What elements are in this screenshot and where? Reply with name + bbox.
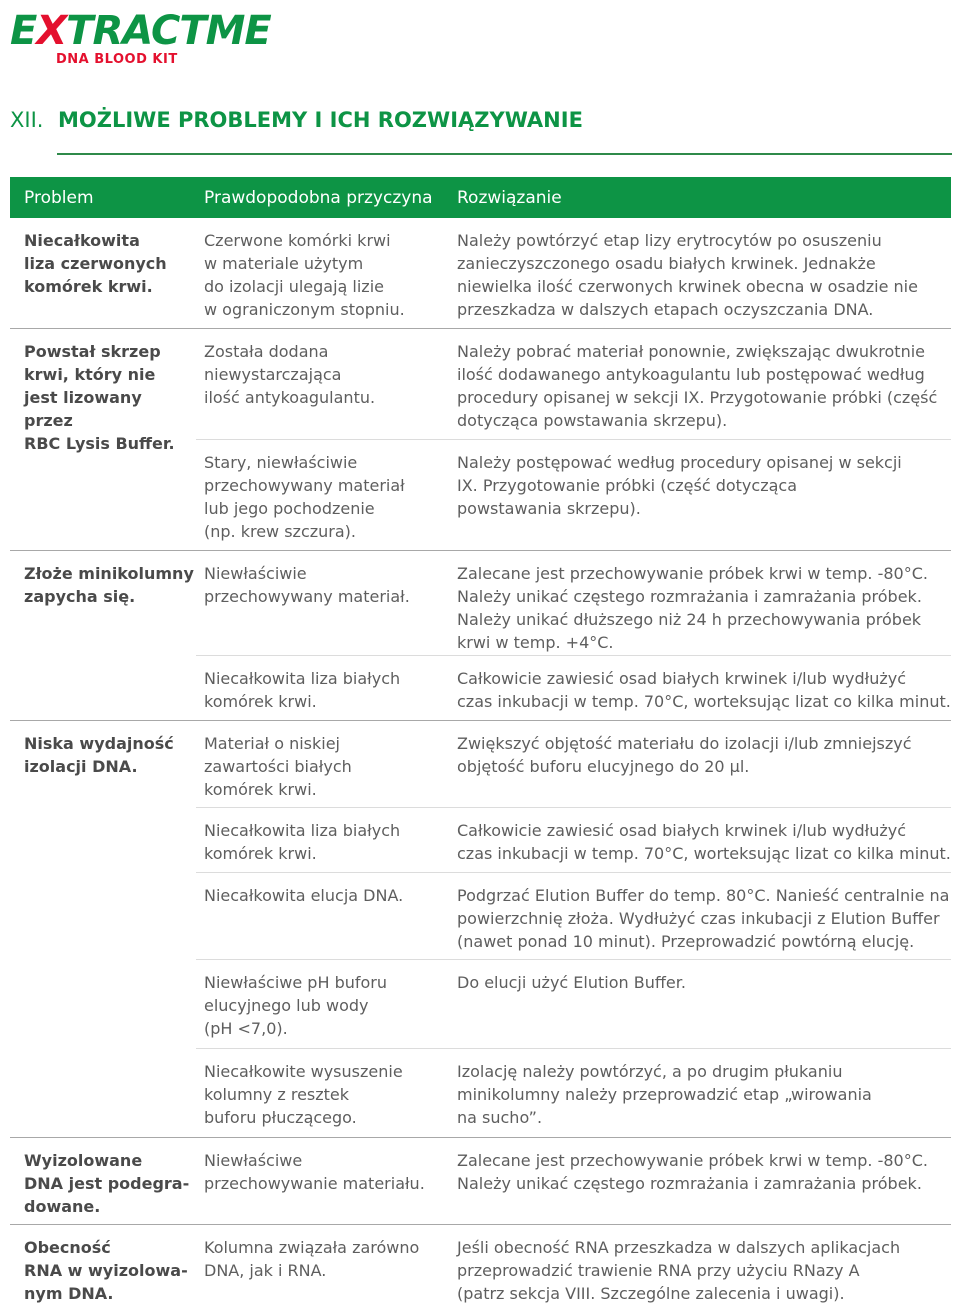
solution-cell: Całkowicie zawiesić osad białych krwinek i/lub wydłużyć czas inkubacji w temp. 70°C, worteksując lizat co kilka minut.	[457, 669, 951, 711]
table-row	[196, 551, 951, 655]
heading-divider	[57, 153, 952, 155]
problem-cell: Obecność RNA w wyizolowa- nym DNA.	[24, 1238, 188, 1303]
cause-cell: Została dodana niewystarczająca ilość antykoagulantu.	[204, 342, 376, 407]
solution-cell: Zwiększyć objętość materiału do izolacji i/lub zmniejszyć objętość buforu elucyjnego do 20 µl.	[457, 734, 912, 776]
table-row	[196, 439, 951, 550]
problem-group	[10, 551, 951, 721]
solution-cell: Podgrzać Elution Buffer do temp. 80°C. Nanieść centralnie na powierzchnię złoża. Wydłużyć czas inkubacji z Elution Buffer (nawet ponad 10 minut). Przeprowadzić powtórną elucję.	[457, 886, 950, 951]
table-row	[196, 721, 951, 807]
brand-wordmark	[10, 8, 271, 54]
table-row	[196, 1225, 951, 1313]
table-row	[196, 218, 951, 328]
problem-cell: Złoże minikolumny zapycha się.	[24, 564, 194, 606]
problem-cell: Niecałkowita liza czerwonych komórek krwi.	[24, 231, 167, 296]
cause-cell: Stary, niewłaściwie przechowywany materiał lub jego pochodzenie (np. krew szczura).	[204, 453, 405, 541]
solution-cell: Zalecane jest przechowywanie próbek krwi w temp. -80°C. Należy unikać częstego rozmrażania i zamrażania próbek.	[457, 1151, 928, 1193]
brand-subtitle: DNA BLOOD KIT	[56, 52, 178, 67]
solution-cell: Należy powtórzyć etap lizy erytrocytów po osuszeniu zanieczyszczonego osadu białych krwinek. Jednakże niewielka ilość czerwonych krwinek obecna w osadzie nie przeszkadza w dalszych etapach oczyszczania DNA.	[457, 231, 918, 319]
solution-cell: Do elucji użyć Elution Buffer.	[457, 973, 686, 992]
header-problem: Problem	[24, 188, 94, 208]
header-cause: Prawdopodobna przyczyna	[204, 188, 433, 208]
cause-cell: Niecałkowita liza białych komórek krwi.	[204, 669, 401, 711]
brand-part: TRACTME	[66, 8, 271, 54]
problem-cell: Niska wydajność izolacji DNA.	[24, 734, 174, 776]
table-body	[10, 218, 951, 1313]
cause-cell: Niecałkowita liza białych komórek krwi.	[204, 821, 401, 863]
problem-group	[10, 329, 951, 551]
solution-cell: Należy postępować według procedury opisanej w sekcji IX. Przygotowanie próbki (część dotycząca powstawania skrzepu).	[457, 453, 902, 518]
section-heading	[10, 108, 583, 132]
cause-cell: Materiał o niskiej zawartości białych komórek krwi.	[204, 734, 352, 799]
solution-cell: Zalecane jest przechowywanie próbek krwi w temp. -80°C. Należy unikać częstego rozmrażania i zamrażania próbek. Należy unikać dłuższego niż 24 h przechowywania próbek krwi w temp. +4°C.	[457, 564, 928, 652]
table-row	[196, 329, 951, 439]
solution-cell: Izolację należy powtórzyć, a po drugim płukaniu minikolumny należy przeprowadzić etap „wirowania na sucho”.	[457, 1062, 872, 1127]
problem-cell: Powstał skrzep krwi, który nie jest lizowany przez RBC Lysis Buffer.	[24, 342, 175, 453]
brand-x: X	[36, 8, 67, 54]
table-row	[196, 959, 951, 1048]
problem-cell: Wyizolowane DNA jest podegra- dowane.	[24, 1151, 190, 1216]
section-title: MOŻLIWE PROBLEMY I ICH ROZWIĄZYWANIE	[58, 108, 583, 132]
header-solution: Rozwiązanie	[457, 188, 562, 208]
table-row	[196, 872, 951, 959]
solution-cell: Całkowicie zawiesić osad białych krwinek i/lub wydłużyć czas inkubacji w temp. 70°C, worteksując lizat co kilka minut.	[457, 821, 951, 863]
cause-cell: Czerwone komórki krwi w materiale użytym do izolacji ulegają lizie w ograniczonym stopniu.	[204, 231, 405, 319]
table-header	[10, 177, 951, 218]
table-row	[196, 1138, 951, 1224]
cause-cell: Niecałkowite wysuszenie kolumny z resztek buforu płuczącego.	[204, 1062, 403, 1127]
cause-cell: Niecałkowita elucja DNA.	[204, 886, 404, 905]
cause-cell: Kolumna związała zarówno DNA, jak i RNA.	[204, 1238, 420, 1280]
problem-group	[10, 218, 951, 329]
problem-group	[10, 721, 951, 1138]
cause-cell: Niewłaściwe pH buforu elucyjnego lub wody (pH <7,0).	[204, 973, 387, 1038]
brand-logo	[10, 8, 271, 68]
problem-group	[10, 1225, 951, 1313]
table-row	[196, 1048, 951, 1137]
table-row	[196, 807, 951, 872]
problem-group	[10, 1138, 951, 1225]
solution-cell: Jeśli obecność RNA przeszkadza w dalszych aplikacjach przeprowadzić trawienie RNA przy użyciu RNazy A (patrz sekcja VIII. Szczególne zalecenia i uwagi).	[457, 1238, 901, 1303]
table-row	[196, 655, 951, 720]
troubleshooting-table	[10, 177, 951, 1313]
cause-cell: Niewłaściwe przechowywanie materiału.	[204, 1151, 425, 1193]
solution-cell: Należy pobrać materiał ponownie, zwiększając dwukrotnie ilość dodawanego antykoagulantu lub postępować według procedury opisanej w sekcji IX. Przygotowanie próbki (część dotycząca powstawania skrzepu).	[457, 342, 938, 430]
cause-cell: Niewłaściwie przechowywany materiał.	[204, 564, 410, 606]
brand-part: E	[10, 8, 37, 54]
section-number: XII.	[10, 108, 44, 132]
